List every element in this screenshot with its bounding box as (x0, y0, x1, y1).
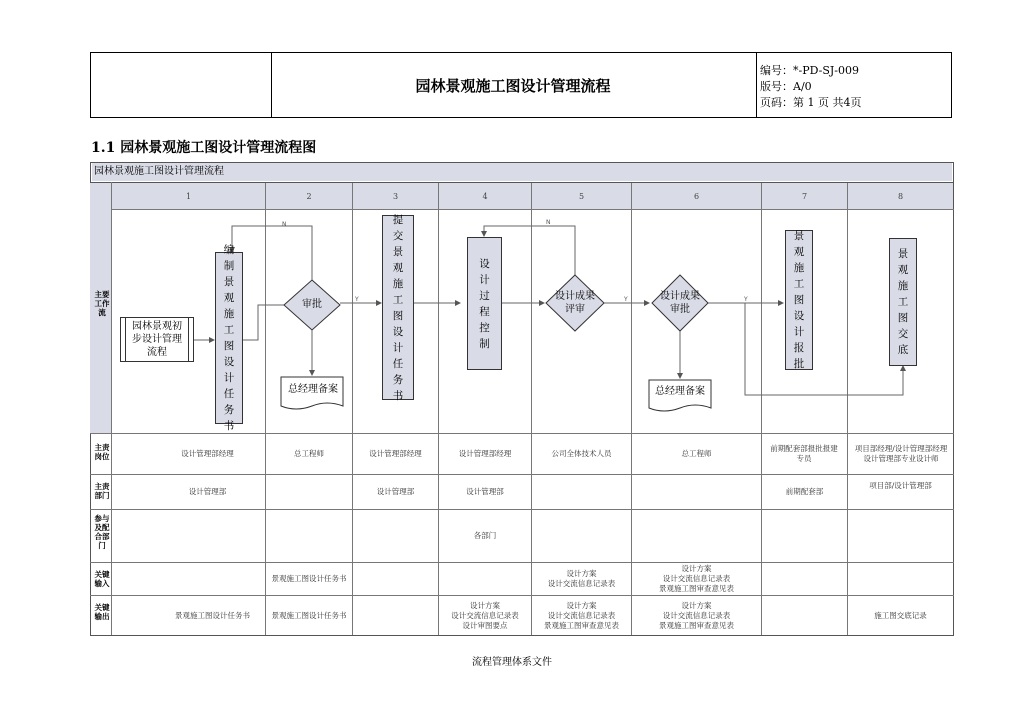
role-cell: 公司全体技术人员 (551, 449, 612, 458)
task-submit-brief-label: 提交景观施工图设计任务书 (392, 213, 404, 402)
yes-label-2: Y (624, 296, 628, 303)
col-head-8: 8 (848, 183, 953, 209)
lane-label: 主要工作流 (94, 290, 110, 317)
task-compose-brief (215, 244, 243, 432)
task-compose-brief-label: 编制景观施工图设计任务书 (223, 244, 235, 432)
col-head-4: 4 (439, 183, 531, 209)
role-cell: 项目部经理/设计管理部经理 设计管理部专业设计师 (854, 444, 948, 463)
col-head-7: 7 (762, 183, 847, 209)
decision-approve-label: 审批 (302, 299, 322, 310)
dept-cell: 前期配套部 (785, 487, 824, 496)
doc-page: 页码：第 1 页 共4页 (760, 96, 862, 109)
input-cell: 设计方案 设计交流信息记录表 (547, 569, 616, 588)
yes-label-1: Y (355, 296, 359, 303)
col-head-3: 3 (353, 183, 438, 209)
table-title: 园林景观施工图设计管理流程 (92, 163, 952, 181)
col-head-1: 1 (112, 183, 265, 209)
section-title: 1.1 园林景观施工图设计管理流程图 (91, 140, 317, 156)
row-label-participate: 参与及配合部门 (94, 514, 110, 550)
role-cell: 设计管理部经理 (458, 449, 512, 458)
page-footer: 流程管理体系文件 (472, 657, 552, 668)
decision-approval-label: 设计成果审批 (660, 291, 700, 315)
input-cell: 设计方案 设计交流信息记录表 景观施工图审查意见表 (659, 564, 734, 593)
task-handover (889, 238, 917, 366)
output-cell: 景观施工图设计任务书 (271, 610, 347, 620)
role-cell: 总工程师 (681, 449, 712, 458)
task-design-control (467, 237, 502, 370)
task-design-control-label: 设计过程控制 (479, 257, 490, 350)
archive-label-1: 总经理备案 (288, 384, 338, 395)
no-label-1: N (282, 221, 287, 228)
decision-review-label: 设计成果评审 (555, 291, 595, 315)
dept-cell: 设计管理部 (376, 487, 415, 496)
row-label-output: 关键输出 (94, 603, 110, 621)
col-head-5: 5 (532, 183, 631, 209)
output-cell: 设计方案 设计交流信息记录表 景观施工图审查意见表 (544, 600, 619, 630)
start-process-label: 园林景观初步设计管理流程 (132, 321, 182, 358)
archive-label-2: 总经理备案 (655, 386, 705, 397)
doc-code: 编号：*-PD-SJ-009 (760, 64, 860, 77)
role-cell: 总工程师 (294, 449, 324, 458)
output-cell: 景观施工图设计任务书 (175, 610, 250, 620)
dept-cell: 项目部/设计管理部 (869, 481, 932, 490)
no-label-2: N (546, 219, 551, 226)
output-cell: 设计方案 设计交流信息记录表 设计审图要点 (451, 600, 519, 630)
task-submit-brief (382, 215, 414, 400)
dept-cell: 设计管理部 (466, 487, 504, 496)
dept-cell: 设计管理部 (188, 487, 227, 496)
role-cell: 前期配套部报批报建专员 (770, 444, 838, 463)
doc-version: 版号：A/0 (760, 80, 812, 93)
output-cell: 施工图交底记录 (874, 610, 927, 620)
row-label-input: 关键输入 (94, 570, 110, 588)
task-submit-approval (785, 230, 813, 370)
start-process-box (120, 317, 194, 362)
yes-label-3: Y (744, 296, 748, 303)
role-cell: 设计管理部经理 (181, 449, 234, 458)
col-head-6: 6 (632, 183, 761, 209)
participate-cell: 各部门 (473, 531, 497, 540)
document-title: 园林景观施工图设计管理流程 (415, 76, 611, 95)
task-handover-label: 景观施工图交底 (897, 248, 909, 356)
output-cell: 设计方案 设计交流信息记录表 景观施工图审查意见表 (659, 600, 734, 630)
role-cell: 设计管理部经理 (369, 449, 422, 458)
input-cell: 景观施工图设计任务书 (271, 574, 347, 583)
col-head-2: 2 (266, 183, 352, 209)
row-label-dept: 主责部门 (94, 482, 110, 500)
task-submit-approval-label: 景观施工图设计报批 (793, 230, 805, 370)
row-label-role: 主责岗位 (94, 443, 110, 461)
